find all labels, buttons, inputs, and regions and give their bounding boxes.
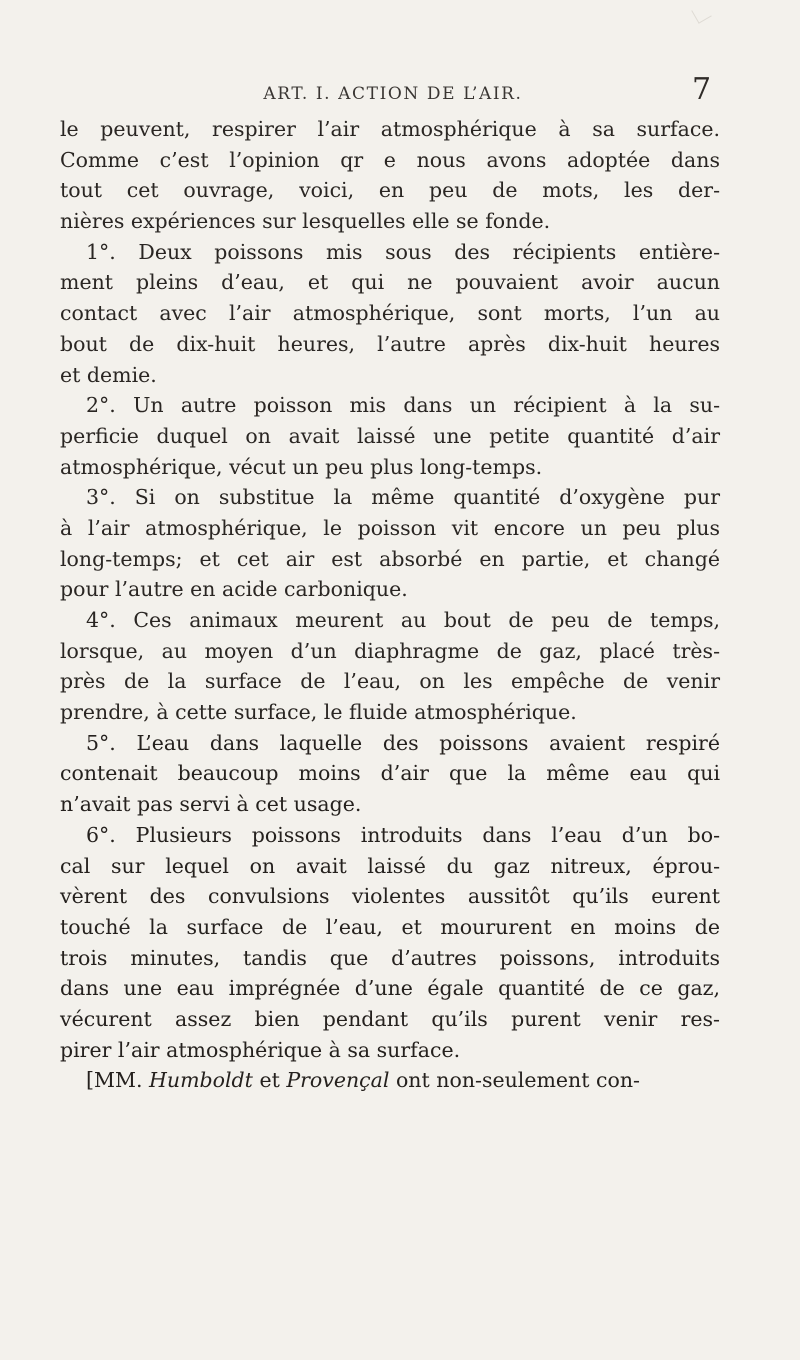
- text-line: 4°. Ces animaux meurent au bout de peu de temps,: [86, 608, 720, 632]
- text-line: vécurent assez bien pendant qu’ils purent venir res-: [60, 1006, 720, 1031]
- text-line: atmosphérique, vécut un peu plus long-temps.: [60, 454, 543, 479]
- text-line: dans une eau imprégnée d’une égale quantité de ce gaz,: [60, 976, 720, 1001]
- text-line: prendre, à cette surface, le fluide atmosphérique.: [60, 700, 577, 725]
- text-segment: [MM.: [86, 1068, 150, 1093]
- text-line: 2°. Un autre poisson mis dans un récipient à la su-: [86, 393, 720, 418]
- body-text: [60, 114, 720, 1096]
- text-line: bout de dix-huit heures, l’autre après dix-huit heures: [60, 331, 720, 356]
- text-line: le peuvent, respirer l’air atmosphérique à sa surface.: [60, 117, 720, 141]
- text-line: touché la surface de l’eau, et moururent en moins de: [60, 914, 720, 939]
- text-line: long-temps; et cet air est absorbé en partie, et changé: [60, 546, 720, 571]
- text-line: perficie duquel on avait laissé une petite quantité d’air: [60, 423, 720, 448]
- text-segment: ont non-seulement con-: [389, 1068, 640, 1093]
- text-line: n’avait pas servi à cet usage.: [60, 792, 362, 817]
- text-line: à l’air atmosphérique, le poisson vit encore un peu plus: [60, 515, 720, 540]
- text-line: 6°. Plusieurs poissons introduits dans l’eau d’un bo-: [86, 822, 720, 847]
- text-line: nières expériences sur lesquelles elle se fonde.: [60, 209, 551, 234]
- page-number: 7: [692, 72, 712, 107]
- text-line: près de la surface de l’eau, on les empêche de venir: [60, 669, 720, 694]
- text-line: vèrent des convulsions violentes aussitôt qu’ils eurent: [60, 884, 720, 909]
- text-line: contact avec l’air atmosphérique, sont morts, l’un au: [60, 301, 720, 326]
- text-line: 5°. L’eau dans laquelle des poissons avaient respiré: [86, 730, 720, 755]
- text-line: cal sur lequel on avait laissé du gaz nitreux, éprou-: [60, 853, 720, 878]
- text-line: contenait beaucoup moins d’air que la même eau qui: [60, 761, 720, 786]
- author-name: Provençal: [286, 1068, 390, 1093]
- text-line: trois minutes, tandis que d’autres poissons, introduits: [60, 945, 720, 970]
- text-line: 3°. Si on substitue la même quantité d’oxygène pur: [86, 485, 720, 510]
- text-line: 1°. Deux poissons mis sous des récipients entière-: [86, 239, 720, 264]
- author-name: Humboldt: [149, 1068, 253, 1093]
- running-head: ART. I. ACTION DE L’AIR.: [263, 84, 523, 104]
- text-line: ment pleins d’eau, et qui ne pouvaient avoir aucun: [60, 270, 720, 295]
- text-segment: et: [252, 1068, 287, 1093]
- final-text-line: [60, 1065, 720, 1096]
- page-corner-mark: [691, 3, 711, 23]
- text-line: lorsque, au moyen d’un diaphragme de gaz, placé très-: [60, 638, 720, 663]
- text-line: tout cet ouvrage, voici, en peu de mots, les der-: [60, 178, 720, 203]
- text-line: et demie.: [60, 362, 157, 387]
- text-line: pirer l’air atmosphérique à sa surface.: [60, 1037, 461, 1062]
- text-line: pour l’autre en acide carbonique.: [60, 577, 408, 602]
- text-line: Comme c’est l’opinion qr e nous avons adoptée dans: [60, 147, 720, 172]
